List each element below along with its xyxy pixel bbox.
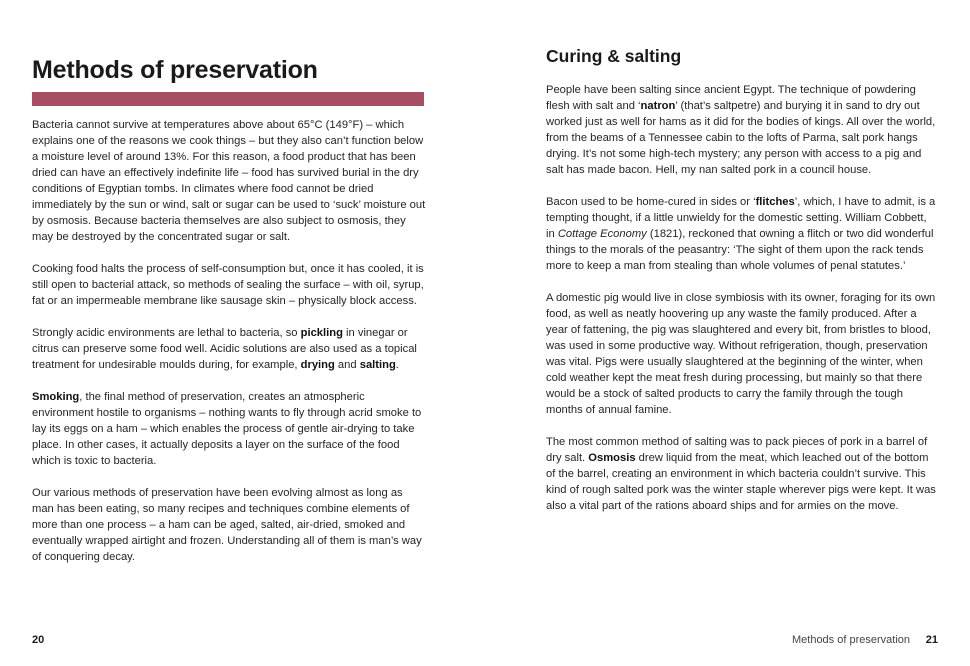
term-salting: salting	[359, 359, 396, 371]
right-page	[485, 0, 970, 666]
text-run: , the final method of preservation, creates an atmospheric environment hostile to organisms – nothing wants to fly through acrid smoke to lay its eggs on a ham – which enables the process of gentle air-drying to take place. In other cases, it actually deposits a layer on the surface of the food which is toxic to bacteria.	[32, 391, 422, 467]
term-osmosis: Osmosis	[588, 452, 636, 464]
paragraph-3: A domestic pig would live in close symbiosis with its owner, foraging for its own food, as well as neatly hoovering up any waste the family produced. After a year of fattening, the pig was slaughtered and every bit, from bristles to blood, was used in some productive way. Without refrigeration, though, preservation was vital. Pigs were usually slaughtered at the beginning of the winter, when cold weather kept the meat fresh during processing, but mainly so that there would be a stock of salted products to carry the family through the tough months of annual famine.	[546, 292, 936, 416]
text-run: ’ (that’s saltpetre) and burying it in sand to dry out worked just as well for hams as it did for the bodies of kings. All over the world, from the beams of a Tennessee cabin to the lofts of Parma, salt pork hangs drying. It’s not some high-tech mystery; any person with access to a pig and salt has made bacon. Hell, my nan salted pork in a council house.	[546, 100, 936, 176]
running-head: Methods of preservation	[791, 634, 910, 646]
section-heading: Curing & salting	[546, 46, 682, 66]
title-accent-bar	[32, 92, 424, 106]
book-title: Cottage Economy	[557, 228, 647, 240]
text-run: Strongly acidic environments are lethal to bacteria, so	[32, 327, 301, 339]
text-run: The most common method of salting was to pack pieces of pork in a barrel of dry salt.	[546, 436, 928, 464]
term-drying: drying	[300, 359, 335, 371]
term-natron: natron	[640, 100, 676, 112]
term-pickling: pickling	[300, 327, 343, 339]
left-body-text	[32, 117, 427, 581]
text-run: People have been salting since ancient Egypt. The technique of powdering flesh with salt and ‘	[546, 84, 916, 112]
paragraph-3	[32, 325, 427, 373]
page-number-left: 20	[32, 634, 45, 646]
paragraph-1	[546, 82, 936, 178]
text-run: Bacon used to be home-cured in sides or ‘	[546, 196, 756, 208]
paragraph-2	[546, 194, 936, 274]
paragraph-4	[32, 389, 427, 469]
text-run: ’, which, I have to admit, is a tempting thought, if a little unwieldy for the domestic setting. William Cobbett, in	[546, 196, 936, 240]
term-smoking: Smoking	[32, 391, 80, 403]
text-run: drew liquid from the meat, which leached out of the bottom of the barrel, creating an environment in which bacteria couldn’t survive. This kind of rough salted pork was the winter staple wherever pigs were kept. It was also a vital part of the rations aboard ships and for armies on the move.	[546, 452, 936, 512]
paragraph-1: Bacteria cannot survive at temperatures above about 65°C (149°F) – which explains one of the reasons we cook things – but they also can’t function below a moisture level of around 13%. For this reason, a food product that has been dried can have an effectively indefinite life – food has survived burial in the dry conditions of Egyptian tombs. In climates where food cannot be dried immediately by the sun or wind, salt or sugar can be used to ‘suck’ moisture out by osmosis. Because bacteria themselves are also subject to osmosis, they may be destroyed by the concentrated sugar or salt.	[32, 119, 426, 243]
term-flitches: flitches	[755, 196, 795, 208]
text-run: and	[334, 359, 360, 371]
page-title: Methods of preservation	[32, 56, 318, 84]
paragraph-2: Cooking food halts the process of self-consumption but, once it has cooled, it is still open to bacterial attack, so methods of sealing the surface – with oil, syrup, fat or an impermeable membrane like sausage skin – physically block access.	[32, 263, 424, 307]
text-run: in vinegar or citrus can preserve some food well. Acidic solutions are also used as a topical treatment for undesirable moulds during, for example,	[32, 327, 417, 371]
right-body-text	[546, 82, 936, 530]
page-number-right: 21	[925, 634, 938, 646]
paragraph-4	[546, 434, 936, 514]
paragraph-5: Our various methods of preservation have been evolving almost as long as man has been eating, so many recipes and techniques combine elements of more than one process – a ham can be aged, salted, air-dried, smoked and eventually wrapped airtight and frozen. Understanding all of them is man’s way of conquering decay.	[32, 487, 422, 563]
text-run: .	[395, 359, 399, 371]
text-run: (1821), reckoned that owning a flitch or two did wonderful things to the morals of the peasantry: ‘The sight of them upon the rack tends more to keep a man from stealing than whole volumes of penal statutes.’	[546, 228, 934, 272]
